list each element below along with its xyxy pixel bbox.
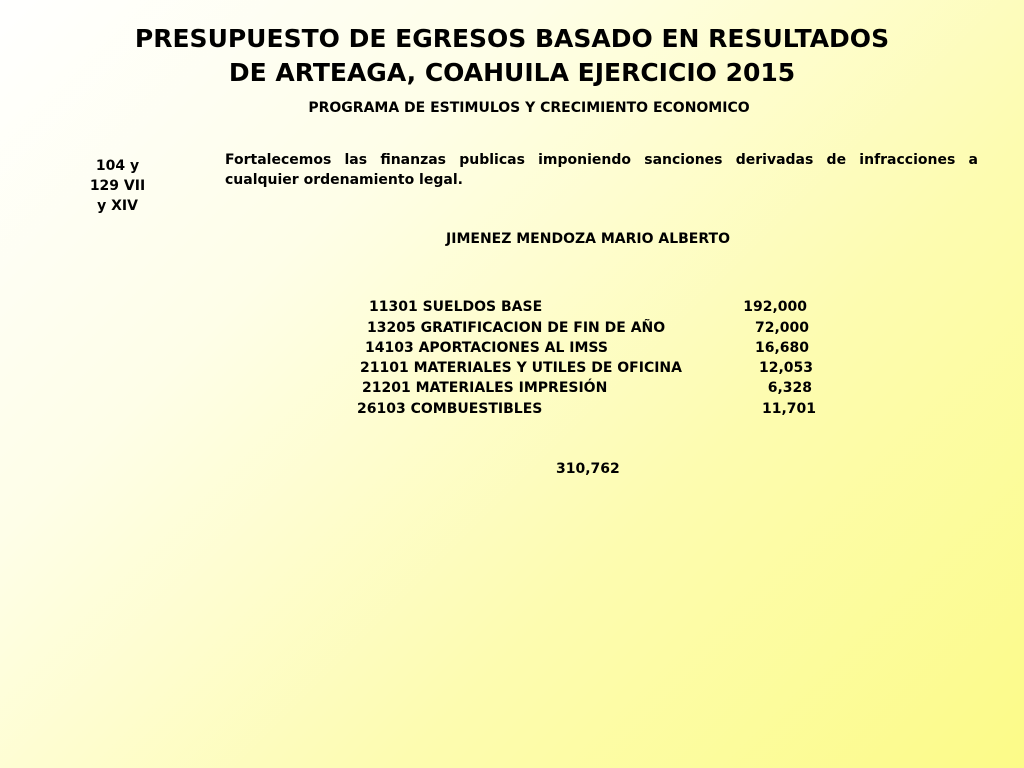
item-amount: 192,000 — [743, 299, 807, 315]
item-amount: 12,053 — [758, 360, 813, 376]
budget-total: 310,762 — [556, 461, 620, 477]
article-line: 104 y — [95, 158, 140, 174]
legal-articles — [60, 156, 175, 216]
page-title — [0, 22, 1024, 90]
responsible-person: JIMENEZ MENDOZA MARIO ALBERTO — [446, 231, 730, 247]
item-label: 14103 APORTACIONES AL IMSS — [365, 340, 608, 356]
program-name: PROGRAMA DE ESTIMULOS Y CRECIMIENTO ECONOMICO — [308, 100, 750, 116]
article-line: 129 VII — [89, 178, 146, 194]
title-line-2: DE ARTEAGA, COAHUILA EJERCICIO 2015 — [228, 58, 796, 87]
program-description: Fortalecemos las finanzas publicas imponiendo sanciones derivadas de infracciones a cualquier ordenamiento legal. — [225, 152, 978, 188]
item-label: 21101 MATERIALES Y UTILES DE OFICINA — [360, 360, 682, 376]
item-label: 26103 COMBUESTIBLES — [357, 401, 543, 417]
item-amount: 72,000 — [754, 320, 809, 336]
item-amount: 6,328 — [767, 380, 812, 396]
item-amount: 11,701 — [761, 401, 816, 417]
item-label: 13205 GRATIFICACION DE FIN DE AÑO — [367, 320, 666, 336]
item-label: 21201 MATERIALES IMPRESIÓN — [362, 380, 608, 396]
item-label: 11301 SUELDOS BASE — [369, 299, 543, 315]
title-line-1: PRESUPUESTO DE EGRESOS BASADO EN RESULTADOS — [134, 24, 890, 53]
item-amount: 16,680 — [754, 340, 809, 356]
article-line: y XIV — [97, 198, 138, 214]
